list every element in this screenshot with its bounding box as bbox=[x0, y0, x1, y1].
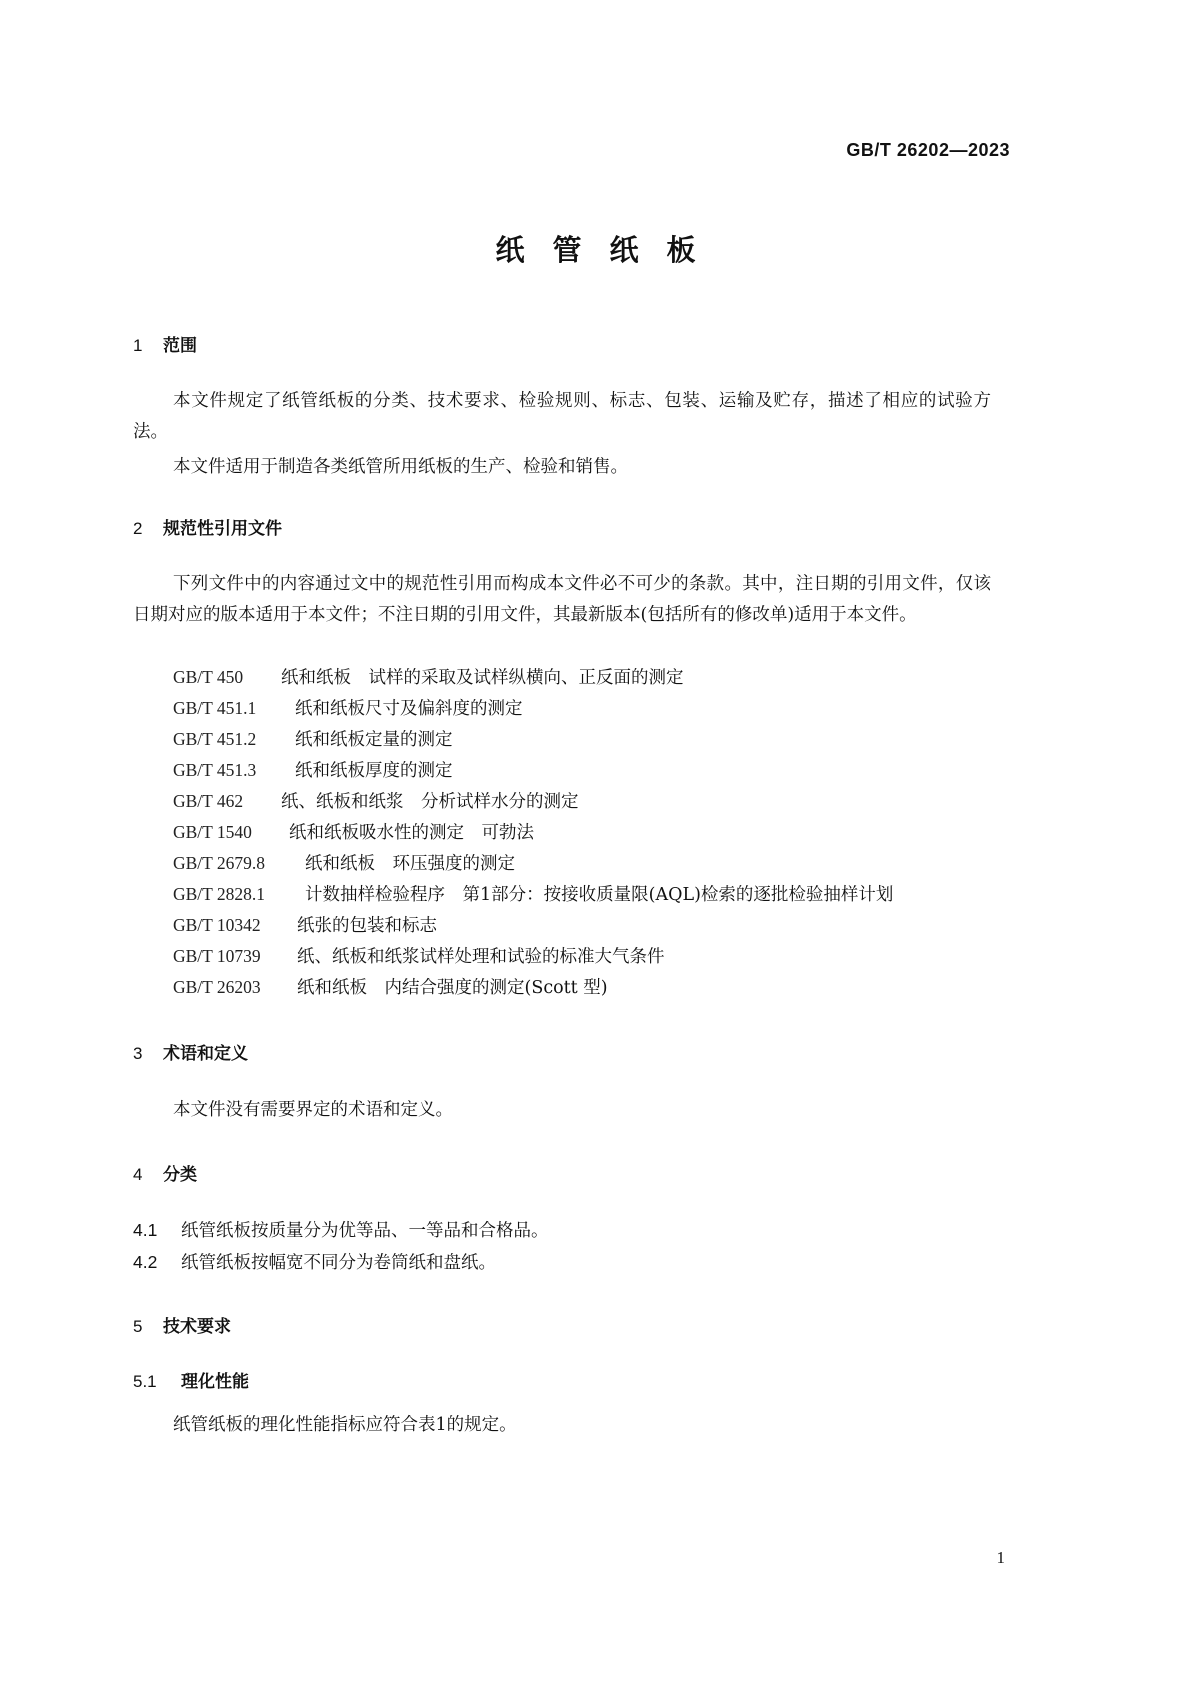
section-number: 5 bbox=[133, 1317, 143, 1336]
section-2-heading bbox=[133, 514, 282, 539]
subsection-number: 5.1 bbox=[133, 1372, 157, 1391]
section-1-heading bbox=[133, 331, 197, 356]
section-title: 规范性引用文件 bbox=[163, 519, 282, 539]
reference-title: 纸和纸板 试样的采取及试样纵横向、正反面的测定 bbox=[281, 668, 684, 688]
clause-4-2 bbox=[133, 1249, 496, 1274]
reference-item bbox=[173, 912, 893, 943]
reference-code: GB/T 2828.1 bbox=[173, 884, 266, 904]
reference-item bbox=[173, 664, 893, 695]
reference-title: 纸张的包装和标志 bbox=[297, 916, 437, 936]
section-number: 4 bbox=[133, 1165, 143, 1184]
reference-title: 纸和纸板定量的测定 bbox=[295, 730, 453, 750]
reference-item bbox=[173, 850, 893, 881]
reference-code: GB/T 26203 bbox=[173, 977, 261, 997]
section-number: 2 bbox=[133, 519, 143, 538]
reference-item bbox=[173, 788, 893, 819]
reference-code: GB/T 451.3 bbox=[173, 760, 257, 780]
section-number: 3 bbox=[133, 1044, 143, 1063]
reference-code: GB/T 451.1 bbox=[173, 698, 257, 718]
section-3-heading bbox=[133, 1039, 248, 1064]
reference-code: GB/T 1540 bbox=[173, 822, 252, 842]
normative-references-intro: 下列文件中的内容通过文中的规范性引用而构成本文件必不可少的条款。其中，注日期的引用文件，仅该日期对应的版本适用于本文件；不注日期的引用文件，其最新版本(包括所有的修改单)适用于本文件。 bbox=[133, 574, 991, 625]
reference-code: GB/T 462 bbox=[173, 791, 244, 811]
reference-title: 纸和纸板 内结合强度的测定(Scott 型) bbox=[297, 978, 608, 998]
reference-item bbox=[173, 943, 893, 974]
section-5-heading bbox=[133, 1312, 231, 1337]
reference-title: 纸和纸板尺寸及偏斜度的测定 bbox=[295, 699, 523, 719]
clause-text: 纸管纸板按幅宽不同分为卷筒纸和盘纸。 bbox=[181, 1253, 496, 1273]
standard-code: GB/T 26202—2023 bbox=[846, 140, 1010, 160]
reference-item bbox=[173, 819, 893, 850]
scope-paragraph-1: 本文件规定了纸管纸板的分类、技术要求、检验规则、标志、包装、运输及贮存，描述了相应的试验方法。 bbox=[133, 391, 991, 442]
reference-title: 纸、纸板和纸浆 分析试样水分的测定 bbox=[281, 792, 579, 812]
reference-item bbox=[173, 881, 893, 912]
reference-title: 纸、纸板和纸浆试样处理和试验的标准大气条件 bbox=[297, 947, 665, 967]
reference-item bbox=[173, 726, 893, 757]
section-4-heading bbox=[133, 1160, 197, 1185]
clause-number: 4.2 bbox=[133, 1252, 158, 1272]
section-title: 技术要求 bbox=[163, 1317, 231, 1337]
clause-4-1 bbox=[133, 1217, 549, 1242]
physical-chemical-paragraph: 纸管纸板的理化性能指标应符合表1的规定。 bbox=[173, 1415, 517, 1435]
reference-title: 纸和纸板厚度的测定 bbox=[295, 761, 453, 781]
reference-item bbox=[173, 695, 893, 726]
section-title: 术语和定义 bbox=[163, 1044, 248, 1064]
clause-text: 纸管纸板按质量分为优等品、一等品和合格品。 bbox=[181, 1221, 549, 1241]
terms-paragraph: 本文件没有需要界定的术语和定义。 bbox=[173, 1100, 453, 1120]
reference-item bbox=[173, 757, 893, 788]
reference-list bbox=[173, 664, 893, 1005]
reference-item bbox=[173, 974, 893, 1005]
reference-code: GB/T 450 bbox=[173, 667, 244, 687]
reference-title: 纸和纸板 环压强度的测定 bbox=[305, 854, 515, 874]
section-title: 范围 bbox=[163, 336, 197, 356]
scope-paragraph-2: 本文件适用于制造各类纸管所用纸板的生产、检验和销售。 bbox=[173, 457, 628, 477]
subsection-title: 理化性能 bbox=[181, 1372, 249, 1392]
page-number: 1 bbox=[996, 1548, 1005, 1567]
section-number: 1 bbox=[133, 336, 143, 355]
subsection-5-1-heading bbox=[133, 1367, 249, 1392]
reference-title: 纸和纸板吸水性的测定 可勃法 bbox=[289, 823, 534, 843]
clause-number: 4.1 bbox=[133, 1220, 158, 1240]
reference-title: 计数抽样检验程序 第1部分：按接收质量限(AQL)检索的逐批检验抽样计划 bbox=[305, 885, 894, 905]
section-title: 分类 bbox=[163, 1165, 197, 1185]
reference-code: GB/T 10739 bbox=[173, 946, 261, 966]
reference-code: GB/T 10342 bbox=[173, 915, 261, 935]
reference-code: GB/T 451.2 bbox=[173, 729, 257, 749]
reference-code: GB/T 2679.8 bbox=[173, 853, 266, 873]
document-title: 纸管纸板 bbox=[495, 233, 724, 267]
